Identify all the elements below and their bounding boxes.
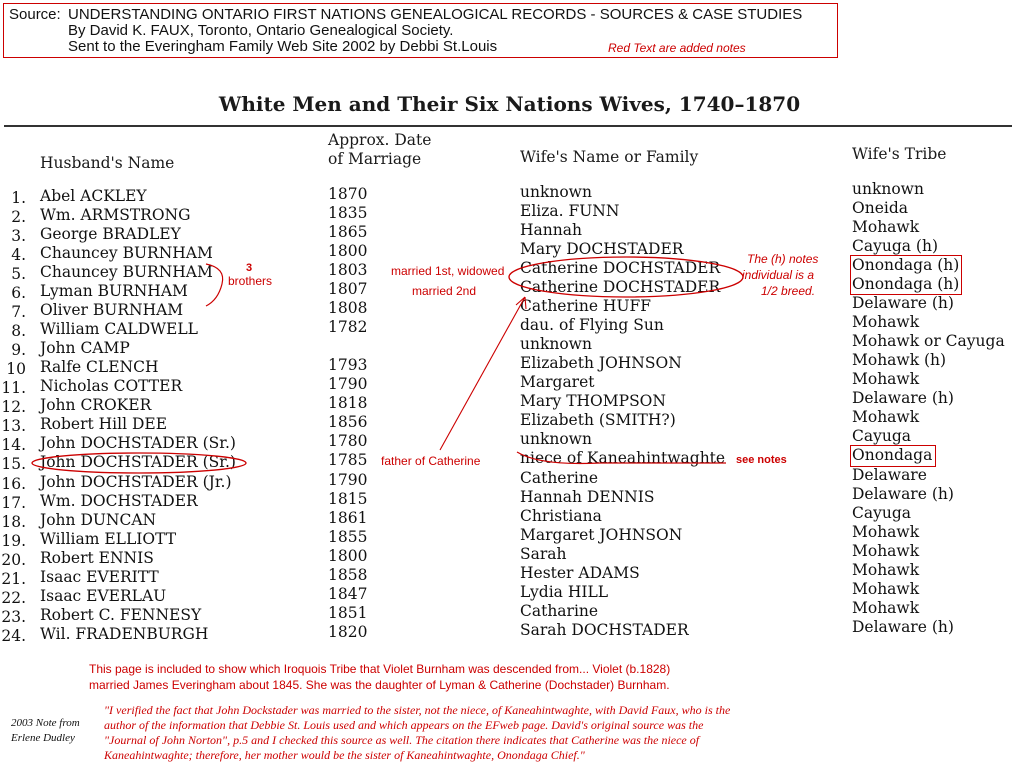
marriage-date: 1856 [328, 413, 368, 432]
husband-name: Wm. DOCHSTADER [40, 491, 198, 510]
catherine-ellipse [509, 257, 743, 297]
row-number: 13. [1, 417, 26, 436]
husband-name: Chauncey BURNHAM [40, 263, 213, 282]
row-number: 20. [1, 550, 26, 569]
wife-name: niece of Kaneahintwaghte [520, 449, 726, 468]
wife-name: Hannah DENNIS [520, 487, 655, 506]
row-number: 10 [6, 360, 26, 379]
wife-name: unknown [520, 430, 592, 449]
husband-name: Wm. ARMSTRONG [40, 206, 191, 224]
wife-name: Margaret JOHNSON [520, 525, 683, 544]
marriage-date: 1790 [328, 375, 368, 394]
row-number: 2. [11, 208, 26, 226]
wife-tribe: unknown [852, 180, 924, 198]
wife-name: Elizabeth JOHNSON [520, 354, 682, 373]
wife-tribe: Onondaga [852, 446, 933, 465]
row-number: 8. [11, 322, 26, 341]
row-number: 14. [1, 436, 26, 455]
marriage-date: 1808 [328, 299, 368, 318]
red-text-note: Red Text are added notes [608, 41, 746, 55]
husband-name: Lyman BURNHAM [40, 282, 188, 301]
row-number: 22. [1, 588, 26, 607]
wife-tribe: Delaware (h) [852, 294, 954, 313]
wife-tribe: Mohawk [852, 313, 920, 332]
marriage-date: 1861 [328, 508, 368, 527]
wife-tribe: Delaware (h) [852, 484, 954, 503]
marriage-date: 1785 [328, 451, 368, 470]
husband-name: William CALDWELL [40, 320, 198, 339]
wife-tribe: Onondaga (h) [852, 256, 960, 275]
husband-name: George BRADLEY [40, 225, 181, 244]
wife-tribe: Mohawk [852, 408, 920, 427]
brothers-label: brothers [228, 274, 273, 288]
note-author-line1: 2003 Note from [11, 717, 80, 729]
wife-name: Mary THOMPSON [520, 392, 666, 411]
marriage-date: 1865 [328, 223, 368, 242]
row-number: 19. [1, 531, 26, 550]
row-number: 24. [1, 626, 26, 645]
marriage-date: 1800 [328, 546, 368, 565]
wife-name: Sarah [520, 544, 567, 563]
husband-name: John DOCHSTADER (Jr.) [40, 472, 232, 491]
wife-name: Catherine DOCHSTADER [520, 278, 721, 297]
husband-name: John CROKER [40, 396, 152, 415]
husband-name: Isaac EVERLAU [40, 586, 167, 605]
married-first-note: married 1st, widowed [391, 264, 505, 278]
header-tribe: Wife's Tribe [852, 145, 947, 163]
row-number: 5. [11, 265, 26, 284]
marriage-date: 1782 [328, 318, 368, 337]
john-dochstader-ellipse [32, 453, 246, 473]
married-second-note: married 2nd [412, 284, 477, 298]
wife-name: Lydia HILL [520, 582, 609, 601]
wife-name: Sarah DOCHSTADER [520, 620, 689, 639]
source-author: By David K. FAUX, Toronto, Ontario Genealogical Society. [68, 22, 454, 39]
husband-name: Ralfe CLENCH [40, 358, 159, 377]
footer-line2: married James Everingham about 1845. She was the daughter of Lyman & Catherine (Dochstader) Burnham. [89, 678, 670, 692]
husband-name: Nicholas COTTER [40, 377, 183, 396]
row-number: 12. [1, 398, 26, 417]
niece-underline [517, 452, 726, 464]
row-number: 17. [1, 493, 26, 512]
husband-name: William ELLIOTT [40, 529, 177, 548]
wife-tribe: Mohawk [852, 370, 920, 389]
wife-name: unknown [520, 335, 592, 354]
husband-name: Oliver BURNHAM [40, 301, 184, 320]
husband-name: Isaac EVERITT [40, 567, 159, 586]
wife-tribe: Mohawk [852, 579, 920, 598]
wife-name: Hannah [520, 221, 582, 240]
wife-tribe: Onondaga (h) [852, 275, 960, 294]
row-number: 15. [1, 455, 26, 474]
quote-line2: author of the information that Debbie St. Louis used and which appears on the EFweb page. David's original source was the [104, 718, 704, 732]
husband-name: Robert Hill DEE [40, 415, 168, 434]
marriage-date: 1803 [328, 261, 368, 280]
wife-tribe: Cayuga (h) [852, 237, 939, 256]
marriage-date: 1820 [328, 622, 368, 641]
wife-name: Hester ADAMS [520, 563, 640, 582]
arrow-line [440, 297, 525, 450]
row-number: 21. [1, 569, 26, 588]
h-note-line2: individual is a [742, 268, 815, 282]
wife-tribe: Delaware (h) [852, 389, 954, 408]
header-husband: Husband's Name [40, 154, 175, 172]
father-of-catherine-note: father of Catherine [381, 454, 481, 468]
wife-tribe: Cayuga [852, 503, 912, 522]
wife-name: Eliza. FUNN [520, 202, 620, 220]
husband-name: Wil. FRADENBURGH [40, 624, 209, 643]
wife-name: Mary DOCHSTADER [520, 240, 684, 259]
quote-line3: "Journal of John Norton", p.5 and I checked this source as well. The citation there indicates that Catherine was the niece of [104, 733, 700, 747]
h-note-line3: 1/2 breed. [761, 284, 816, 298]
husband-name: Robert ENNIS [40, 548, 154, 567]
wife-tribe: Mohawk (h) [852, 351, 947, 370]
footer-line1: This page is included to show which Iroquois Tribe that Violet Burnham was descended from... Violet (b.1828) [89, 662, 671, 676]
wife-tribe: Cayuga [852, 427, 912, 446]
row-number: 3. [11, 227, 26, 246]
h-note-line1: The (h) notes [747, 252, 819, 266]
marriage-date: 1793 [328, 356, 368, 375]
husband-name: John DUNCAN [40, 510, 157, 529]
row-number: 9. [11, 341, 26, 360]
brothers-brace [206, 264, 223, 306]
wife-tribe: Oneida [852, 199, 908, 217]
wife-tribe: Mohawk [852, 598, 920, 617]
wife-name: Catherine [520, 468, 599, 487]
row-number: 16. [1, 474, 26, 493]
marriage-date: 1815 [328, 489, 368, 508]
row-number: 1. [11, 189, 26, 207]
source-sent-by: Sent to the Everingham Family Web Site 2002 by Debbi St.Louis [68, 38, 498, 55]
marriage-date: 1807 [328, 280, 368, 299]
wife-tribe: Mohawk [852, 522, 920, 541]
wife-tribe: Mohawk [852, 560, 920, 579]
wife-tribe: Delaware (h) [852, 617, 954, 636]
header-wife: Wife's Name or Family [520, 148, 699, 166]
husband-name: John DOCHSTADER (Sr.) [40, 453, 236, 472]
note-author-line2: Erlene Dudley [11, 732, 75, 744]
husband-name: Chauncey BURNHAM [40, 244, 213, 263]
marriage-date: 1818 [328, 394, 368, 413]
brothers-count: 3 [246, 262, 253, 274]
wife-name: Catherine HUFF [520, 297, 652, 316]
marriage-date: 1851 [328, 603, 368, 622]
row-number: 7. [11, 303, 26, 322]
marriage-date: 1835 [328, 204, 368, 222]
marriage-date: 1847 [328, 584, 368, 603]
husband-name: John CAMP [40, 339, 130, 358]
marriage-date: 1870 [328, 185, 368, 203]
wife-name: Christiana [520, 506, 602, 525]
page-title: White Men and Their Six Nations Wives, 1740–1870 [218, 92, 801, 116]
wife-tribe: Mohawk [852, 541, 920, 560]
wife-tribe: Mohawk or Cayuga [852, 332, 1005, 351]
marriage-date: 1800 [328, 242, 368, 261]
husband-name: Robert C. FENNESY [40, 605, 202, 624]
row-number: 6. [11, 284, 26, 303]
wife-name: Margaret [520, 373, 595, 392]
wife-name: Catherine DOCHSTADER [520, 259, 721, 278]
wife-name: Elizabeth (SMITH?) [520, 411, 676, 430]
source-label: Source: [9, 6, 61, 23]
wife-name: dau. of Flying Sun [520, 316, 664, 335]
quote-line4: Kaneahintwaghte; therefore, her mother would be the sister of Kaneahintwaghte, Onondaga Chief." [104, 748, 585, 762]
quote-line1: "I verified the fact that John Dockstader was married to the sister, not the niece, of Kaneahintwaghte, with David Faux, who is the [104, 703, 731, 717]
marriage-date: 1858 [328, 565, 368, 584]
row-number: 4. [11, 246, 26, 265]
husband-name: John DOCHSTADER (Sr.) [40, 434, 236, 453]
row-number: 23. [1, 607, 26, 626]
wife-name: Catharine [520, 601, 599, 620]
marriage-date: 1855 [328, 527, 368, 546]
row-number: 18. [1, 512, 26, 531]
wife-tribe: Mohawk [852, 218, 920, 237]
wife-name: unknown [520, 183, 592, 201]
marriage-date: 1790 [328, 470, 368, 489]
marriage-date: 1780 [328, 432, 368, 451]
header-date-line1: Approx. Date [328, 131, 432, 149]
header-date-line2: of Marriage [328, 150, 422, 168]
husband-name: Abel ACKLEY [40, 187, 147, 205]
wife-tribe: Delaware [852, 465, 927, 484]
see-notes-note: see notes [736, 454, 787, 466]
row-number: 11. [1, 379, 26, 398]
source-title: UNDERSTANDING ONTARIO FIRST NATIONS GENEALOGICAL RECORDS - SOURCES & CASE STUDIES [68, 6, 803, 23]
